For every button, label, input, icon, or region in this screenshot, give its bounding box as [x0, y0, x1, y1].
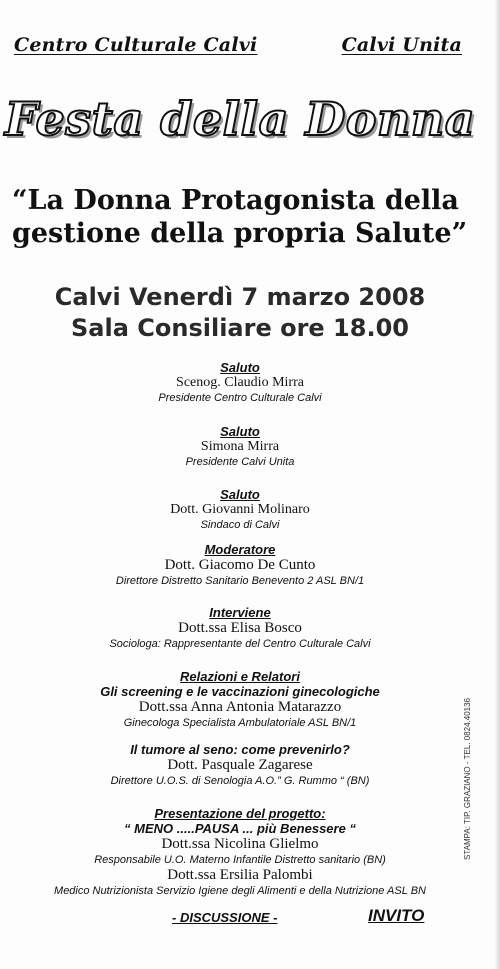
section-interviene [0, 605, 480, 651]
section-heading: Interviene [209, 605, 271, 620]
page-edge-shadow [494, 0, 500, 969]
speaker-name: Dott. Pasquale Zagarese [167, 757, 313, 773]
speaker-name: Dott.ssa Elisa Bosco [178, 620, 302, 636]
speaker-name: Dott.ssa Anna Antonia Matarazzo [138, 699, 342, 715]
section-relazioni [0, 669, 480, 788]
speaker-name: Dott. Giacomo De Cunto [164, 557, 316, 573]
section-moderatore [0, 542, 480, 588]
event-date: Calvi Venerdì 7 marzo 2008 [54, 283, 426, 311]
event-venue-time: Sala Consiliare ore 18.00 [71, 314, 409, 342]
speaker-role: Responsabile U.O. Materno Infantile Distretto sanitario (BN) [94, 854, 386, 866]
speaker-role: Sindaco di Calvi [200, 519, 280, 531]
speaker-role: Direttore Distretto Sanitario Benevento 2 ASL BN/1 [115, 575, 365, 587]
printer-stamp [463, 660, 475, 860]
project-title: “ MENO .....PAUSA ... più Benessere “ [124, 821, 356, 836]
speaker-role: Presidente Centro Culturale Calvi [158, 392, 322, 404]
speaker-name: Dott.ssa Nicolina Glielmo [161, 836, 319, 852]
discussion-label: - DISCUSSIONE - [172, 910, 278, 925]
invito-label: INVITO [368, 906, 425, 925]
speaker-name: Dott. Giovanni Molinaro [170, 502, 310, 517]
speaker-role: Direttore U.O.S. di Senologia A.O.” G. Rummo “ (BN) [110, 775, 370, 787]
speaker-name: Simona Mirra [200, 439, 280, 454]
section-heading: Moderatore [204, 542, 276, 557]
event-subtitle-line1: “La Donna Protagonista della [12, 185, 459, 216]
section-progetto [0, 806, 480, 898]
event-title: Festa della Donna [4, 92, 476, 146]
speaker-role: Sociologa: Rappresentante del Centro Culturale Calvi [109, 638, 371, 650]
talk-topic-2: Il tumore al seno: come prevenirlo? [130, 742, 350, 757]
section-heading: Presentazione del progetto: [154, 806, 326, 821]
talk-topic-1: Gli screening e le vaccinazioni ginecologiche [100, 684, 380, 699]
section-saluto-3 [0, 487, 480, 532]
speaker-name: Scenog. Claudio Mirra [176, 375, 304, 390]
section-saluto-2 [0, 424, 480, 469]
event-subtitle-line2: gestione della propria Salute” [12, 218, 468, 249]
header-organizer-left: Centro Culturale Calvi [14, 34, 258, 56]
header-organizer-right: Calvi Unita [341, 34, 462, 56]
section-saluto-1 [0, 360, 480, 405]
speaker-role: Presidente Calvi Unita [185, 456, 295, 468]
speaker-role: Medico Nutrizionista Servizio Igiene degli Alimenti e della Nutrizione ASL BN [54, 885, 426, 897]
section-heading: Saluto [220, 487, 260, 502]
speaker-role: Ginecologa Specialista Ambulatoriale ASL BN/1 [123, 717, 357, 729]
printer-stamp-text: STAMPA: TIP. GRAZIANO - TEL. 0824.40136 [463, 698, 472, 860]
speaker-name: Dott.ssa Ersilia Palombi [167, 867, 313, 883]
section-heading: Saluto [220, 360, 260, 375]
section-heading: Relazioni e Relatori [180, 669, 300, 684]
section-heading: Saluto [220, 424, 260, 439]
